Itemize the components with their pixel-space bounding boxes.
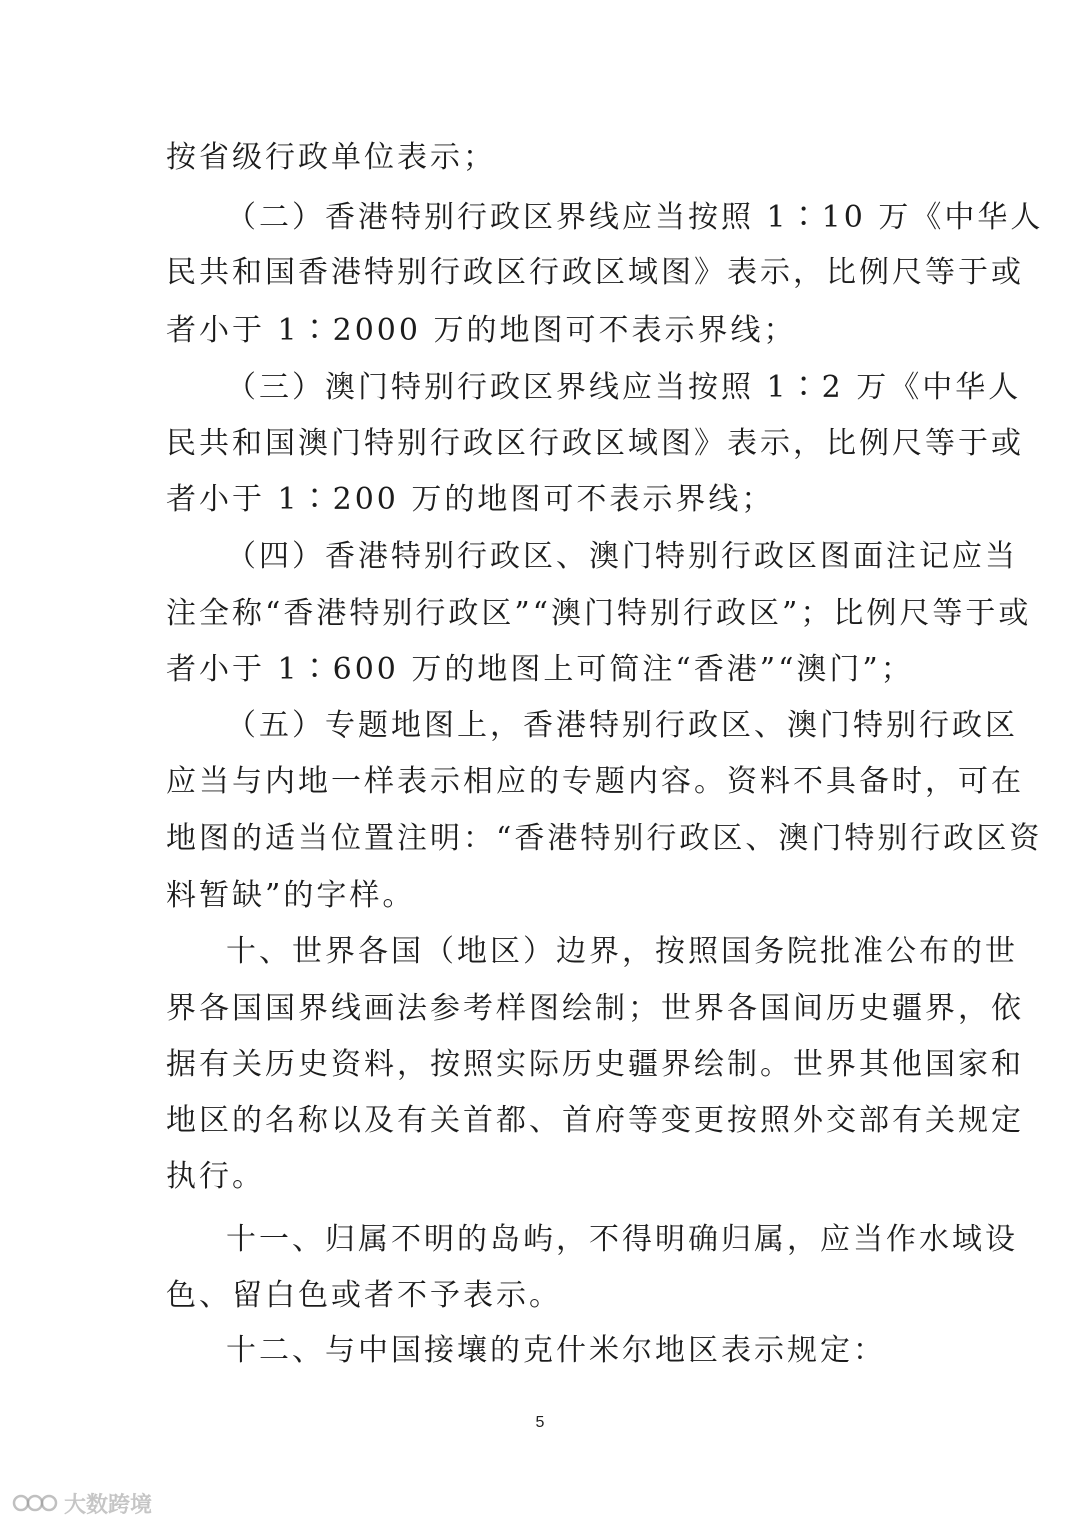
text-line: 十二、与中国接壤的克什米尔地区表示规定： bbox=[226, 1333, 886, 1368]
text-line: 者小于 1∶200 万的地图可不表示界线； bbox=[166, 482, 775, 517]
text-line: （四）香港特别行政区、澳门特别行政区图面注记应当 bbox=[226, 539, 1018, 574]
text-line: 地区的名称以及有关首都、首府等变更按照外交部有关规定 bbox=[166, 1103, 1024, 1138]
text-line: 注全称“香港特别行政区”“澳门特别行政区”；比例尺等于或 bbox=[166, 596, 1032, 631]
text-line: 十一、归属不明的岛屿，不得明确归属，应当作水域设 bbox=[226, 1222, 1018, 1257]
text-line: 民共和国香港特别行政区行政区域图》表示，比例尺等于或 bbox=[166, 255, 1024, 290]
text-line: 者小于 1∶2000 万的地图可不表示界线； bbox=[166, 313, 797, 348]
text-line: 色、留白色或者不予表示。 bbox=[166, 1278, 562, 1313]
text-line: 据有关历史资料，按照实际历史疆界绘制。世界其他国家和 bbox=[166, 1047, 1024, 1082]
text-line: （五）专题地图上，香港特别行政区、澳门特别行政区 bbox=[226, 708, 1018, 743]
text-line: 应当与内地一样表示相应的专题内容。资料不具备时，可在 bbox=[166, 764, 1024, 799]
watermark-logo-icon bbox=[12, 1490, 58, 1516]
text-line: 执行。 bbox=[166, 1159, 265, 1194]
watermark-text: 大数跨境 bbox=[64, 1492, 153, 1518]
text-line: （三）澳门特别行政区界线应当按照 1∶2 万《中华人 bbox=[226, 370, 1022, 405]
text-line: 料暂缺”的字样。 bbox=[166, 878, 416, 913]
text-line: 十、世界各国（地区）边界，按照国务院批准公布的世 bbox=[226, 934, 1018, 969]
text-line: 界各国国界线画法参考样图绘制；世界各国间历史疆界，依 bbox=[166, 991, 1024, 1026]
text-line: 民共和国澳门特别行政区行政区域图》表示，比例尺等于或 bbox=[166, 426, 1024, 461]
text-line: （二）香港特别行政区界线应当按照 1∶10 万《中华人 bbox=[226, 200, 1044, 235]
text-line: 者小于 1∶600 万的地图上可简注“香港”“澳门”； bbox=[166, 652, 914, 687]
text-line: 按省级行政单位表示； bbox=[166, 140, 496, 175]
page-number: 5 bbox=[535, 1414, 545, 1431]
text-line: 地图的适当位置注明：“香港特别行政区、澳门特别行政区资 bbox=[166, 821, 1043, 856]
watermark bbox=[12, 1488, 152, 1518]
